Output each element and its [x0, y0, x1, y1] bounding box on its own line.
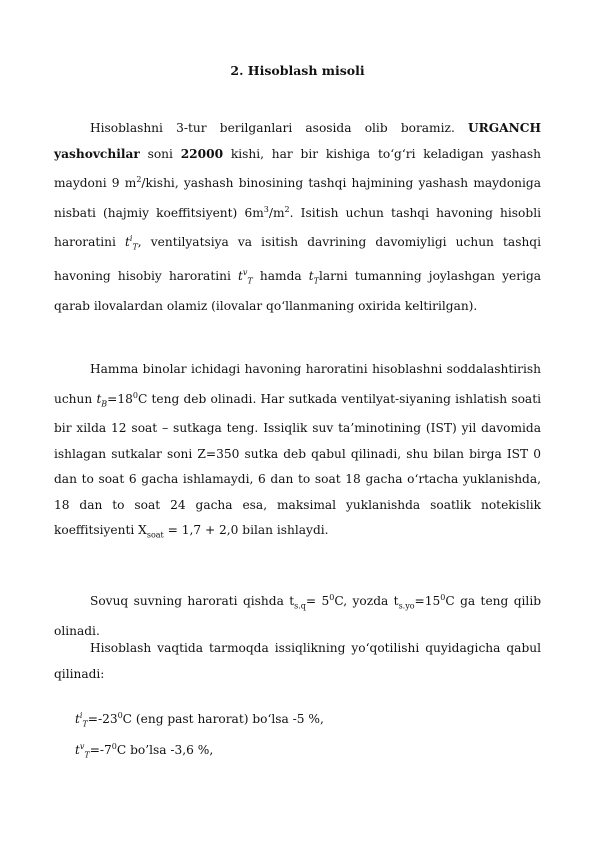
- p1-text-f: . Isitish uchun tashqi havoning hisobli haroratini: [54, 205, 541, 250]
- p1-text-g: , ventilyatsiya va isitish davrining davomiyligi uchun tashqi havoning hisobiy haroratini: [54, 235, 541, 284]
- p1-text-d: /kishi, yashash binosining tashqi hajmining yashash maydoniga nisbati (hajmiy koeffitsiyent) 6m: [54, 176, 541, 220]
- list-item-1: $t^i_T=-23^0C$ (eng past harorat) bo‘lsa -5 %,: [75, 711, 324, 729]
- p1-text-b: soni: [147, 146, 173, 161]
- p1-sup-e: 2: [284, 204, 290, 214]
- p3-text-e: C ga teng qilib olinadi.: [54, 594, 542, 638]
- symbol-t-ventilation: $t^v_T$: [238, 268, 253, 286]
- p1-sup-d: 3: [263, 204, 269, 214]
- symbol-t-outdoor: $t_T$: [308, 269, 319, 286]
- p1-text-c: kishi, har bir kishiga to‘g‘ri keladigan yashash maydoni 9 m: [54, 146, 542, 191]
- p2-sub-c: soat: [146, 530, 164, 540]
- p1-sup-c: 2: [136, 175, 142, 184]
- paragraph-4: Hisoblash vaqtida tarmoqda issiqlikning yo‘qotilishi quyidagicha qabul qilinadi:: [54, 641, 541, 681]
- p1-text-h: hamda: [259, 269, 302, 284]
- p1-text-i: larni tumanning joylashgan yeriga qarab ilovalardan olamiz (ilovalar qo‘llanmaning oxirida keltirilgan).: [54, 269, 542, 313]
- p2-text-c: C teng deb olinadi. Har sutkada ventilyat-siyaning ishlatish soati bir xilda 12 soat – sutkaga teng. Issiqlik suv ta’minotining (IST) yil davomida ishlagan sutkalar soni Z=350 sutka deb qabul qilinadi, shu bilan birga IST 0 dan to soat 6 gacha ishlamaydi, 6 dan to soat 18 gacha o‘rtacha yuklanishda, 18 dan to soat 24 gacha esa, maksimal yuklanishda soatlik notekislik koeffitsiyenti X: [54, 391, 541, 538]
- p2-sup-b: 0: [132, 390, 138, 400]
- p3-text-a: Sovuq suvning harorati qishda t: [90, 594, 295, 609]
- symbol-t-heating-2: $t^i_T$: [75, 711, 88, 729]
- p3-text-b: = 5: [305, 594, 330, 609]
- p3-sub-a: s.q: [294, 601, 306, 611]
- city-name: URGANCH yashovchilar: [54, 121, 541, 161]
- p1-text-e: /m: [268, 205, 285, 220]
- p2-text-d: = 1,7 + 2,0 bilan ishlaydi.: [163, 523, 329, 538]
- p3-sub-c: s.yo: [398, 601, 415, 611]
- p2-text-a: Hamma binolar ichidagi havoning haroratini hisoblashni soddalashtirish uchun: [54, 362, 541, 406]
- population-count: 22000: [180, 146, 224, 161]
- p3-sup-b: 0: [329, 593, 335, 602]
- p3-text-d: =15: [414, 594, 441, 609]
- section-title: 2. Hisoblash misoli: [230, 63, 365, 78]
- p3-text-c: C, yozda t: [334, 594, 399, 609]
- symbol-t-ventilation-2: $t^v_T$: [75, 742, 90, 760]
- symbol-t-heating: $t^i_T$: [125, 234, 138, 252]
- paragraph-2: [54, 357, 541, 548]
- paragraph-1: [54, 116, 541, 319]
- p3-sup-d: 0: [440, 593, 446, 602]
- symbol-t-indoor: $t_B$: [96, 391, 108, 408]
- list-item-2: $t^v_T=-7^0C$ bo’lsa -3,6 %,: [75, 742, 214, 760]
- p1-text-a: Hisoblashni 3-tur berilganlari asosida olib boramiz.: [90, 121, 455, 135]
- p2-text-b: =18: [107, 391, 133, 406]
